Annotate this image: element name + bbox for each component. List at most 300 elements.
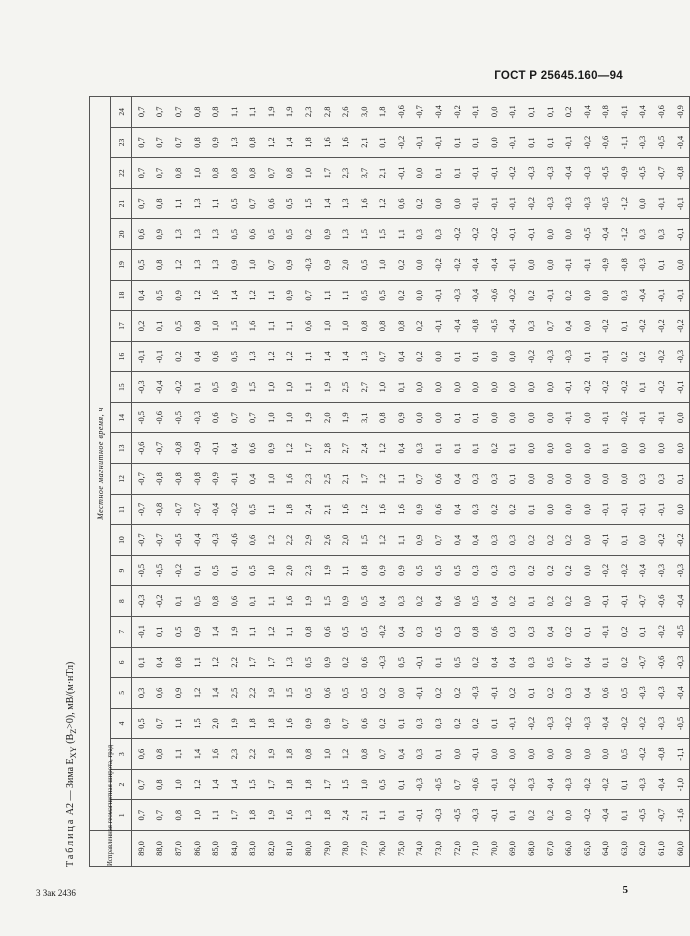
value-cell: 1,1 bbox=[392, 525, 411, 556]
value-cell: -0,7 bbox=[634, 647, 653, 678]
value-cell: 2,2 bbox=[281, 525, 300, 556]
value-cell: 0,4 bbox=[132, 280, 151, 311]
value-cell: 0,9 bbox=[151, 219, 170, 250]
value-cell: 0,0 bbox=[485, 341, 504, 372]
value-cell: 1,1 bbox=[169, 739, 188, 770]
value-cell: 0,2 bbox=[448, 678, 467, 709]
value-cell: -0,6 bbox=[392, 96, 411, 127]
value-cell: 2,7 bbox=[355, 372, 374, 403]
value-cell: 0,1 bbox=[634, 616, 653, 647]
value-cell: 3,0 bbox=[355, 96, 374, 127]
value-cell: 0,0 bbox=[578, 402, 597, 433]
value-cell: 1,7 bbox=[262, 769, 281, 800]
value-cell: 1,9 bbox=[262, 800, 281, 831]
value-cell: 0,2 bbox=[504, 678, 523, 709]
value-cell: -0,1 bbox=[652, 280, 671, 311]
latitude-cell: 87,0 bbox=[169, 831, 188, 867]
value-cell: 0,0 bbox=[671, 494, 690, 525]
value-cell: -0,1 bbox=[411, 800, 430, 831]
value-cell: 0,3 bbox=[466, 555, 485, 586]
value-cell: 1,9 bbox=[262, 678, 281, 709]
value-cell: -0,4 bbox=[671, 586, 690, 617]
value-cell: -0,5 bbox=[634, 800, 653, 831]
latitude-cell: 73,0 bbox=[429, 831, 448, 867]
value-cell: -0,2 bbox=[652, 311, 671, 342]
value-cell: 0,4 bbox=[448, 464, 467, 495]
value-cell: 0,7 bbox=[243, 188, 262, 219]
value-cell: 0,1 bbox=[522, 96, 541, 127]
value-cell: 0,0 bbox=[578, 311, 597, 342]
value-cell: 0,5 bbox=[374, 769, 393, 800]
value-cell: -0,3 bbox=[634, 678, 653, 709]
value-cell: 1,8 bbox=[243, 708, 262, 739]
value-cell: -0,6 bbox=[652, 586, 671, 617]
value-cell: 0,5 bbox=[374, 280, 393, 311]
value-cell: -0,2 bbox=[448, 96, 467, 127]
value-cell: 0,4 bbox=[448, 525, 467, 556]
value-cell: 0,5 bbox=[355, 250, 374, 281]
value-cell: 0,3 bbox=[634, 219, 653, 250]
value-cell: -0,5 bbox=[671, 616, 690, 647]
value-cell: -0,5 bbox=[671, 708, 690, 739]
value-cell: 0,5 bbox=[188, 586, 207, 617]
value-cell: 0,2 bbox=[466, 647, 485, 678]
value-cell: -0,4 bbox=[596, 708, 615, 739]
value-cell: 0,3 bbox=[429, 219, 448, 250]
value-cell: -0,1 bbox=[466, 158, 485, 189]
value-cell: 0,0 bbox=[504, 372, 523, 403]
value-cell: -0,1 bbox=[596, 402, 615, 433]
table-row bbox=[132, 96, 151, 866]
value-cell: 0,9 bbox=[392, 402, 411, 433]
value-cell: 1,0 bbox=[374, 250, 393, 281]
value-cell: -0,1 bbox=[151, 341, 170, 372]
value-cell: -0,1 bbox=[578, 250, 597, 281]
value-cell: 0,3 bbox=[504, 616, 523, 647]
table-caption-prefix: Таблица bbox=[65, 817, 76, 867]
value-cell: 0,3 bbox=[634, 464, 653, 495]
value-cell: -0,5 bbox=[596, 188, 615, 219]
value-cell: -0,4 bbox=[559, 158, 578, 189]
value-cell: 1,3 bbox=[225, 127, 244, 158]
value-cell: 0,9 bbox=[169, 280, 188, 311]
value-cell: -0,7 bbox=[169, 494, 188, 525]
value-cell: 1,0 bbox=[262, 555, 281, 586]
value-cell: 2,1 bbox=[355, 127, 374, 158]
value-cell: 0,9 bbox=[188, 616, 207, 647]
value-cell: 0,9 bbox=[336, 586, 355, 617]
value-cell: -0,1 bbox=[466, 96, 485, 127]
value-cell: 0,1 bbox=[541, 127, 560, 158]
value-cell: 0,1 bbox=[541, 96, 560, 127]
value-cell: 0,5 bbox=[615, 678, 634, 709]
value-cell: -0,2 bbox=[485, 219, 504, 250]
value-cell: 0,1 bbox=[652, 250, 671, 281]
value-cell: 1,4 bbox=[188, 739, 207, 770]
value-cell: -0,8 bbox=[615, 250, 634, 281]
value-cell: 0,0 bbox=[652, 433, 671, 464]
value-cell: 0,8 bbox=[151, 250, 170, 281]
value-cell: 0,0 bbox=[411, 158, 430, 189]
table-row bbox=[466, 96, 485, 866]
value-cell: -0,4 bbox=[634, 280, 653, 311]
value-cell: -0,1 bbox=[559, 402, 578, 433]
value-cell: 1,9 bbox=[225, 708, 244, 739]
value-cell: -0,3 bbox=[466, 800, 485, 831]
value-cell: -0,1 bbox=[485, 678, 504, 709]
value-cell: 0,2 bbox=[559, 525, 578, 556]
value-cell: 0,7 bbox=[151, 127, 170, 158]
value-cell: 0,9 bbox=[262, 433, 281, 464]
value-cell: -0,3 bbox=[541, 188, 560, 219]
value-cell: -0,3 bbox=[132, 372, 151, 403]
value-cell: 1,0 bbox=[169, 769, 188, 800]
value-cell: 0,8 bbox=[151, 188, 170, 219]
value-cell: 0,3 bbox=[504, 525, 523, 556]
value-cell: 0,7 bbox=[262, 250, 281, 281]
value-cell: 0,8 bbox=[243, 127, 262, 158]
local-time-header: Местное магнитное время, ч bbox=[90, 96, 111, 830]
latitude-cell: 75,0 bbox=[392, 831, 411, 867]
value-cell: -0,3 bbox=[429, 800, 448, 831]
value-cell: 0,6 bbox=[355, 647, 374, 678]
value-cell: 0,7 bbox=[411, 464, 430, 495]
value-cell: -0,2 bbox=[169, 372, 188, 403]
value-cell: 1,1 bbox=[392, 464, 411, 495]
hour-header: 5 bbox=[111, 678, 132, 709]
value-cell: 1,3 bbox=[281, 647, 300, 678]
table-row bbox=[615, 96, 634, 866]
value-cell: -0,7 bbox=[411, 96, 430, 127]
value-cell: 1,4 bbox=[225, 769, 244, 800]
value-cell: 0,4 bbox=[392, 616, 411, 647]
value-cell: 1,0 bbox=[262, 372, 281, 403]
value-cell: -0,2 bbox=[522, 188, 541, 219]
value-cell: 0,8 bbox=[151, 739, 170, 770]
value-cell: 0,5 bbox=[392, 647, 411, 678]
value-cell: 1,4 bbox=[206, 769, 225, 800]
value-cell: -0,4 bbox=[504, 311, 523, 342]
value-cell: 0,1 bbox=[448, 433, 467, 464]
value-cell: 1,3 bbox=[206, 219, 225, 250]
value-cell: -0,3 bbox=[652, 678, 671, 709]
value-cell: 0,5 bbox=[206, 555, 225, 586]
value-cell: 0,1 bbox=[578, 616, 597, 647]
value-cell: 1,8 bbox=[281, 494, 300, 525]
value-cell: -0,8 bbox=[652, 739, 671, 770]
value-cell: -0,4 bbox=[429, 96, 448, 127]
value-cell: -0,3 bbox=[206, 525, 225, 556]
table-row bbox=[504, 96, 523, 866]
value-cell: -0,1 bbox=[652, 402, 671, 433]
value-cell: -0,3 bbox=[374, 647, 393, 678]
value-cell: 0,0 bbox=[504, 341, 523, 372]
value-cell: 0,1 bbox=[615, 311, 634, 342]
value-cell: 0,3 bbox=[132, 678, 151, 709]
value-cell: -0,1 bbox=[504, 127, 523, 158]
page-number: 5 bbox=[622, 884, 628, 896]
value-cell: -0,4 bbox=[541, 769, 560, 800]
value-cell: -0,7 bbox=[132, 494, 151, 525]
value-cell: -0,5 bbox=[596, 158, 615, 189]
value-cell: 1,0 bbox=[281, 372, 300, 403]
value-cell: 0,0 bbox=[485, 739, 504, 770]
value-cell: 0,5 bbox=[281, 219, 300, 250]
value-cell: 0,1 bbox=[392, 708, 411, 739]
value-cell: 1,5 bbox=[336, 769, 355, 800]
table-row bbox=[559, 96, 578, 866]
value-cell: 0,4 bbox=[392, 433, 411, 464]
value-cell: 0,1 bbox=[429, 433, 448, 464]
value-cell: 0,7 bbox=[429, 525, 448, 556]
value-cell: -0,2 bbox=[559, 708, 578, 739]
value-cell: -0,1 bbox=[485, 188, 504, 219]
value-cell: -0,2 bbox=[504, 769, 523, 800]
value-cell: -0,8 bbox=[151, 464, 170, 495]
value-cell: 0,5 bbox=[262, 219, 281, 250]
value-cell: -0,2 bbox=[522, 708, 541, 739]
value-cell: 0,2 bbox=[485, 494, 504, 525]
value-cell: 1,6 bbox=[374, 494, 393, 525]
value-cell: -0,2 bbox=[225, 494, 244, 525]
value-cell: 2,6 bbox=[318, 525, 337, 556]
value-cell: 0,0 bbox=[559, 800, 578, 831]
value-cell: -0,1 bbox=[634, 494, 653, 525]
value-cell: 0,1 bbox=[615, 800, 634, 831]
value-cell: 0,1 bbox=[578, 341, 597, 372]
table-caption bbox=[65, 97, 79, 867]
latitude-cell: 84,0 bbox=[225, 831, 244, 867]
value-cell: 0,0 bbox=[504, 402, 523, 433]
table-row bbox=[188, 96, 207, 866]
value-cell: -0,6 bbox=[466, 769, 485, 800]
latitude-cell: 76,0 bbox=[374, 831, 393, 867]
value-cell: 1,9 bbox=[336, 402, 355, 433]
table-row bbox=[522, 96, 541, 866]
value-cell: 2,3 bbox=[336, 158, 355, 189]
value-cell: 0,4 bbox=[578, 678, 597, 709]
value-cell: 0,0 bbox=[671, 402, 690, 433]
latitude-cell: 85,0 bbox=[206, 831, 225, 867]
value-cell: 0,2 bbox=[541, 678, 560, 709]
value-cell: 0,3 bbox=[485, 555, 504, 586]
value-cell: 1,1 bbox=[281, 311, 300, 342]
value-cell: -0,1 bbox=[522, 219, 541, 250]
value-cell: 0,0 bbox=[634, 525, 653, 556]
value-cell: 0,4 bbox=[466, 525, 485, 556]
value-cell: 0,6 bbox=[318, 678, 337, 709]
value-cell: -0,3 bbox=[559, 188, 578, 219]
value-cell: -0,9 bbox=[188, 433, 207, 464]
value-cell: -0,6 bbox=[596, 127, 615, 158]
value-cell: -0,3 bbox=[634, 127, 653, 158]
value-cell: -0,2 bbox=[578, 127, 597, 158]
value-cell: -0,3 bbox=[559, 769, 578, 800]
value-cell: 1,1 bbox=[206, 188, 225, 219]
value-cell: 0,0 bbox=[578, 525, 597, 556]
value-cell: 1,6 bbox=[392, 494, 411, 525]
value-cell: 1,0 bbox=[206, 311, 225, 342]
value-cell: 1,4 bbox=[225, 280, 244, 311]
value-cell: 1,1 bbox=[392, 219, 411, 250]
latitude-cell: 69,0 bbox=[504, 831, 523, 867]
value-cell: 1,6 bbox=[206, 739, 225, 770]
latitude-cell: 74,0 bbox=[411, 831, 430, 867]
value-cell: -0,2 bbox=[596, 311, 615, 342]
value-cell: -0,4 bbox=[448, 311, 467, 342]
value-cell: 0,3 bbox=[485, 464, 504, 495]
value-cell: 2,3 bbox=[299, 96, 318, 127]
table-row bbox=[541, 96, 560, 866]
value-cell: -0,1 bbox=[559, 250, 578, 281]
value-cell: 0,7 bbox=[151, 708, 170, 739]
value-cell: 1,1 bbox=[188, 647, 207, 678]
value-cell: 1,6 bbox=[281, 464, 300, 495]
value-cell: 1,5 bbox=[374, 219, 393, 250]
value-cell: 1,1 bbox=[281, 616, 300, 647]
value-cell: 0,8 bbox=[243, 158, 262, 189]
value-cell: 1,1 bbox=[262, 311, 281, 342]
value-cell: 0,2 bbox=[522, 280, 541, 311]
value-cell: 1,1 bbox=[299, 372, 318, 403]
value-cell: -0,7 bbox=[652, 158, 671, 189]
table-row bbox=[151, 96, 170, 866]
value-cell: 2,0 bbox=[318, 402, 337, 433]
value-cell: 0,3 bbox=[466, 464, 485, 495]
value-cell: -0,2 bbox=[652, 616, 671, 647]
value-cell: 0,4 bbox=[188, 341, 207, 372]
value-cell: 0,7 bbox=[151, 800, 170, 831]
value-cell: -0,3 bbox=[466, 678, 485, 709]
value-cell: 0,3 bbox=[448, 616, 467, 647]
table-row bbox=[206, 96, 225, 866]
value-cell: 0,2 bbox=[411, 311, 430, 342]
value-cell: -0,8 bbox=[169, 433, 188, 464]
value-cell: 0,8 bbox=[355, 555, 374, 586]
value-cell: 0,3 bbox=[559, 678, 578, 709]
value-cell: -0,1 bbox=[671, 219, 690, 250]
value-cell: 0,6 bbox=[485, 616, 504, 647]
value-cell: 0,1 bbox=[466, 341, 485, 372]
value-cell: -0,5 bbox=[485, 311, 504, 342]
value-cell: -0,1 bbox=[504, 219, 523, 250]
value-cell: -0,8 bbox=[151, 494, 170, 525]
value-cell: 0,9 bbox=[374, 555, 393, 586]
value-cell: 0,0 bbox=[429, 341, 448, 372]
value-cell: 1,2 bbox=[355, 494, 374, 525]
value-cell: 1,3 bbox=[299, 800, 318, 831]
value-cell: 1,1 bbox=[243, 96, 262, 127]
value-cell: 0,0 bbox=[541, 433, 560, 464]
value-cell: -0,3 bbox=[188, 402, 207, 433]
value-cell: 0,5 bbox=[355, 586, 374, 617]
value-cell: 0,8 bbox=[206, 158, 225, 189]
value-cell: 1,9 bbox=[299, 586, 318, 617]
value-cell: 0,4 bbox=[559, 311, 578, 342]
value-cell: 0,9 bbox=[318, 708, 337, 739]
value-cell: 1,2 bbox=[262, 616, 281, 647]
value-cell: -0,2 bbox=[151, 586, 170, 617]
value-cell: 2,8 bbox=[318, 433, 337, 464]
value-cell: 0,0 bbox=[466, 372, 485, 403]
latitude-cell: 71,0 bbox=[466, 831, 485, 867]
value-cell: 1,0 bbox=[262, 402, 281, 433]
table-row bbox=[243, 96, 262, 866]
value-cell: 1,2 bbox=[188, 280, 207, 311]
value-cell: -0,3 bbox=[634, 769, 653, 800]
hour-header: 20 bbox=[111, 219, 132, 250]
value-cell: -0,2 bbox=[448, 250, 467, 281]
value-cell: -0,1 bbox=[671, 188, 690, 219]
table-caption-title: А2 — Зима $E_{XY}$ $(B_Z>0)$, мВ/(м·нТл) bbox=[65, 661, 78, 816]
table-row bbox=[225, 96, 244, 866]
value-cell: -0,7 bbox=[634, 586, 653, 617]
value-cell: -0,5 bbox=[169, 402, 188, 433]
value-cell: -0,1 bbox=[504, 96, 523, 127]
value-cell: 1,6 bbox=[336, 494, 355, 525]
value-cell: 0,3 bbox=[504, 555, 523, 586]
latitude-cell: 89,0 bbox=[132, 831, 151, 867]
value-cell: 1,1 bbox=[336, 280, 355, 311]
value-cell: 0,2 bbox=[411, 188, 430, 219]
value-cell: -0,3 bbox=[652, 708, 671, 739]
value-cell: 1,4 bbox=[318, 341, 337, 372]
value-cell: 0,1 bbox=[243, 586, 262, 617]
value-cell: 0,6 bbox=[299, 311, 318, 342]
value-cell: -0,2 bbox=[504, 280, 523, 311]
value-cell: 1,5 bbox=[299, 188, 318, 219]
value-cell: 0,2 bbox=[522, 800, 541, 831]
value-cell: -0,4 bbox=[671, 678, 690, 709]
value-cell: 0,6 bbox=[318, 616, 337, 647]
value-cell: -0,3 bbox=[411, 769, 430, 800]
value-cell: 0,0 bbox=[541, 372, 560, 403]
value-cell: 1,1 bbox=[299, 341, 318, 372]
footer-order-note: 3 Зак 2436 bbox=[36, 888, 76, 898]
value-cell: 1,7 bbox=[318, 769, 337, 800]
value-cell: 0,2 bbox=[392, 280, 411, 311]
value-cell: 0,9 bbox=[318, 219, 337, 250]
value-cell: 0,6 bbox=[448, 586, 467, 617]
value-cell: 0,2 bbox=[504, 494, 523, 525]
value-cell: 0,1 bbox=[188, 372, 207, 403]
value-cell: 1,5 bbox=[225, 311, 244, 342]
value-cell: 0,1 bbox=[429, 739, 448, 770]
value-cell: -0,2 bbox=[652, 525, 671, 556]
value-cell: 0,6 bbox=[206, 341, 225, 372]
value-cell: 0,7 bbox=[132, 127, 151, 158]
value-cell: -0,1 bbox=[615, 586, 634, 617]
value-cell: 0,0 bbox=[559, 433, 578, 464]
value-cell: -0,5 bbox=[634, 158, 653, 189]
value-cell: -0,1 bbox=[504, 250, 523, 281]
value-cell: 0,2 bbox=[429, 678, 448, 709]
value-cell: -0,2 bbox=[671, 311, 690, 342]
value-cell: -0,2 bbox=[392, 127, 411, 158]
value-cell: 1,0 bbox=[262, 464, 281, 495]
value-cell: 0,1 bbox=[615, 525, 634, 556]
value-cell: 1,1 bbox=[262, 280, 281, 311]
value-cell: 1,9 bbox=[318, 372, 337, 403]
latitude-cell: 80,0 bbox=[299, 831, 318, 867]
value-cell: 2,4 bbox=[336, 800, 355, 831]
value-cell: 0,0 bbox=[541, 494, 560, 525]
value-cell: -0,1 bbox=[485, 158, 504, 189]
value-cell: 0,0 bbox=[411, 372, 430, 403]
value-cell: 0,0 bbox=[522, 464, 541, 495]
value-cell: 0,2 bbox=[634, 341, 653, 372]
data-table bbox=[89, 96, 690, 867]
